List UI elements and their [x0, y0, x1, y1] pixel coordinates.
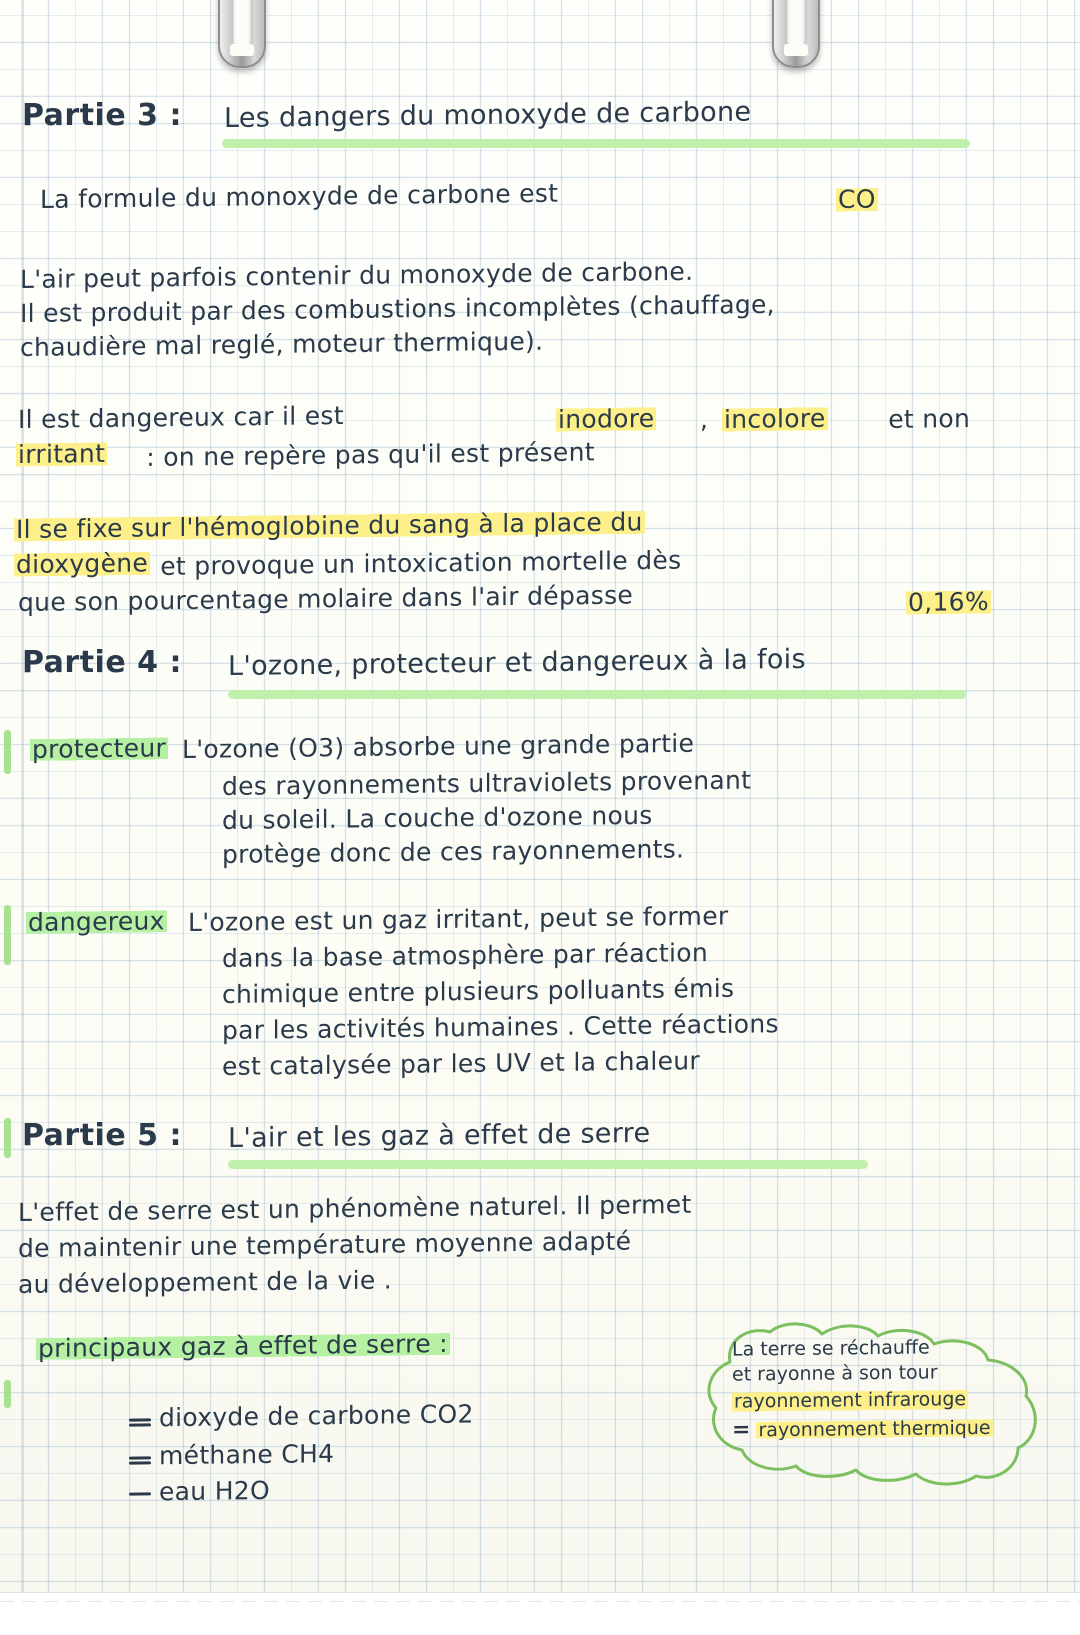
partie5-line-2: de maintenir une température moyenne adapté: [18, 1226, 632, 1263]
page-bottom-edge: [0, 1592, 1080, 1635]
partie5-line-1: L'effet de serre est un phénomène naturel. Il permet: [18, 1189, 692, 1227]
callout-highlight-infrarouge: rayonnement infrarouge: [732, 1387, 968, 1414]
margin-line: [22, 0, 24, 1635]
term-protecteur: protecteur: [32, 733, 167, 764]
callout-conclusion: rayonnement thermique: [758, 1416, 991, 1442]
partie3-line-5a: Il est dangereux car il est: [18, 400, 353, 434]
partie3-heading-title: Les dangers du monoxyde de carbone: [224, 96, 752, 134]
margin-tick: [4, 730, 11, 774]
partie3-line-2: L'air peut parfois contenir du monoxyde de carbone.: [20, 256, 694, 294]
partie4-heading-label: Partie 4 :: [22, 645, 182, 680]
partie4-protecteur-line-2: des rayonnements ultraviolets provenant: [222, 765, 752, 801]
callout-bubble: [700, 1322, 1045, 1487]
partie3-line-7: Il se fixe sur l'hémoglobine du sang à la place du: [16, 507, 643, 544]
bullet-dash-icon: [129, 1492, 151, 1495]
partie3-line-9a: que son pourcentage molaire dans l'air dépasse: [18, 580, 642, 617]
partie3-line-8b: et provoque un intoxication mortelle dès: [152, 545, 682, 581]
binder-ring-icon: [218, 0, 266, 68]
partie3-line-6b: : on ne repère pas qu'il est présent: [138, 437, 595, 472]
gas-list-title: principaux gaz à effet de serre :: [38, 1328, 448, 1363]
keyword-dioxygene: dioxygène: [16, 548, 149, 579]
term-dangereux: dangereux: [28, 906, 165, 937]
gas-list-item: eau H2O: [96, 1446, 270, 1538]
formula-co-highlight: CO: [838, 184, 876, 214]
partie5-line-3: au développement de la vie .: [18, 1265, 393, 1299]
partie5-heading-label: Partie 5 :: [22, 1118, 182, 1153]
partie3-line-5e: et non: [880, 403, 971, 434]
margin-tick: [4, 1380, 11, 1408]
partie3-line-5c: ,: [700, 404, 717, 434]
gas-list-item: méthane CH4: [96, 1409, 334, 1502]
partie4-dangereux-line-1: L'ozone est un gaz irritant, peut se former: [188, 901, 729, 937]
partie5-heading-underline: [228, 1160, 868, 1169]
partie4-protecteur-line-3: du soleil. La couche d'ozone nous: [222, 800, 653, 835]
partie4-heading-title: L'ozone, protecteur et dangereux à la fois: [228, 643, 806, 682]
partie4-dangereux-line-5: est catalysée par les UV et la chaleur: [222, 1046, 700, 1081]
partie5-heading-title: L'air et les gaz à effet de serre: [228, 1117, 651, 1154]
partie4-protecteur-line-1: L'ozone (O3) absorbe une grande partie: [182, 728, 695, 764]
margin-tick: [4, 905, 11, 965]
partie3-line-3: Il est produit par des combustions incomplètes (chauffage,: [20, 289, 775, 328]
keyword-incolore: incolore: [724, 403, 826, 434]
binder-ring-icon: [772, 0, 820, 68]
partie3-line-1: La formule du monoxyde de carbone est: [40, 178, 567, 214]
partie4-dangereux-line-3: chimique entre plusieurs polluants émis: [222, 973, 735, 1009]
partie3-line-4: chaudière mal reglé, moteur thermique).: [20, 326, 544, 362]
keyword-inodore: inodore: [558, 403, 655, 434]
margin-tick: [4, 1118, 11, 1158]
partie3-heading-underline: [222, 139, 970, 148]
equals-sign: =: [732, 1417, 751, 1443]
partie4-dangereux-line-4: par les activités humaines . Cette réactions: [222, 1009, 779, 1045]
partie3-heading-label: Partie 3 :: [22, 98, 182, 133]
value-percentage: 0,16%: [908, 586, 989, 617]
keyword-irritant: irritant: [18, 438, 106, 469]
callout-line-2: et rayonne à son tour: [732, 1361, 938, 1386]
partie4-dangereux-line-2: dans la base atmosphère par réaction: [222, 938, 708, 973]
gas-list-item: dioxyde de carbone CO2: [96, 1369, 474, 1464]
partie4-protecteur-line-4: protège donc de ces rayonnements.: [222, 834, 685, 869]
callout-line-1: La terre se réchauffe: [732, 1336, 930, 1361]
partie4-heading-underline: [228, 690, 966, 699]
